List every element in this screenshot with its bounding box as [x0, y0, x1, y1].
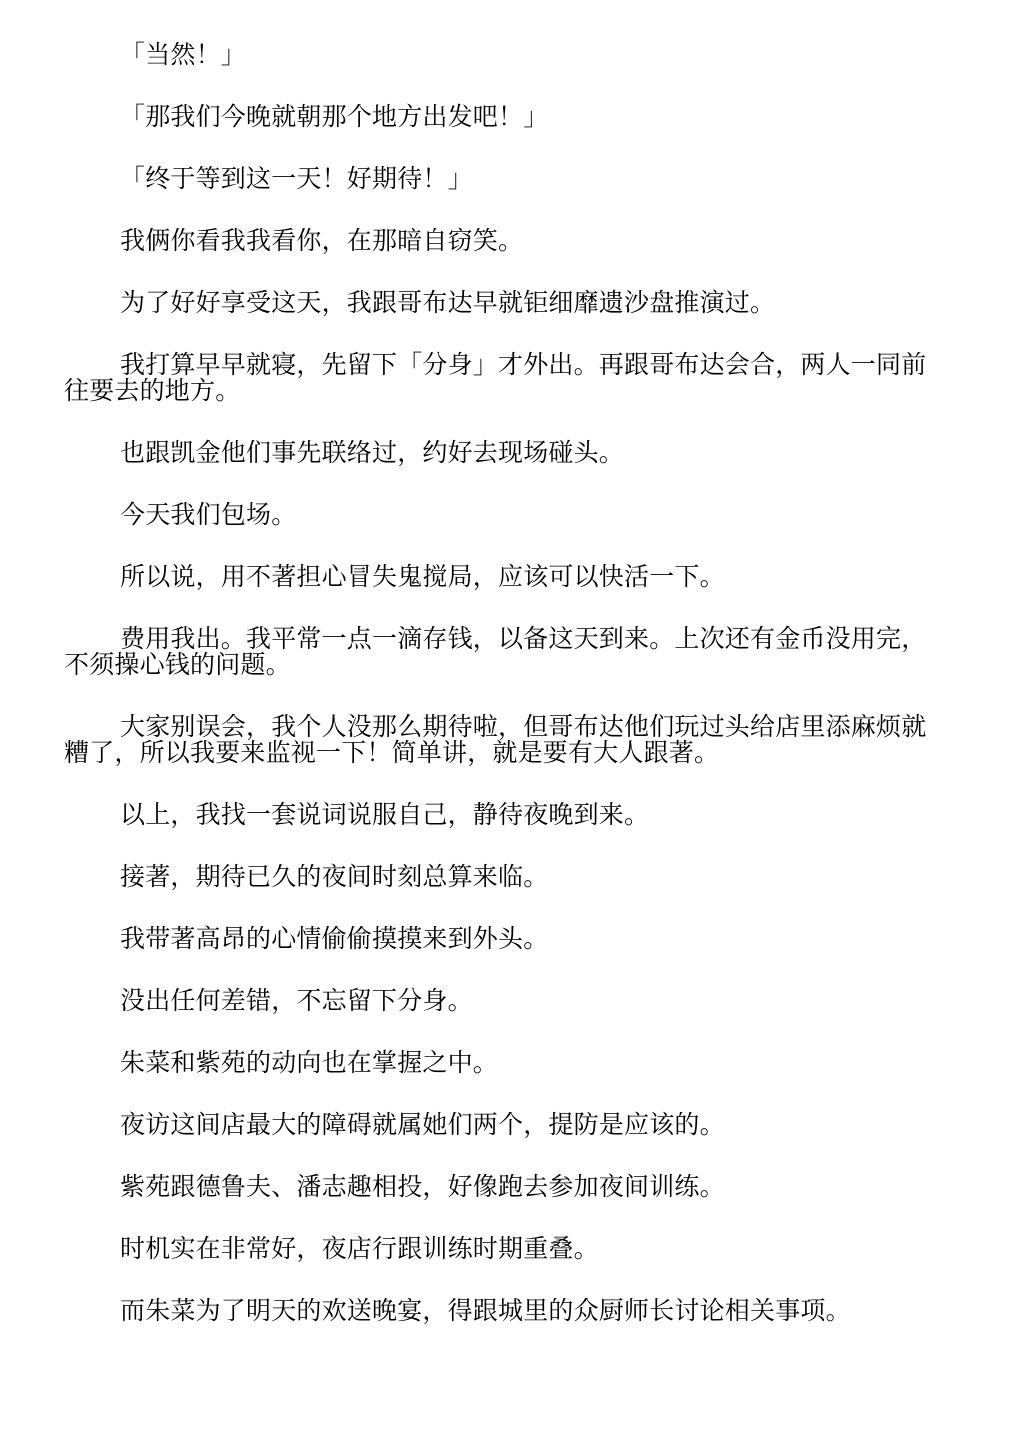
paragraph-20: 而朱菜为了明天的欢送晚宴，得跟城里的众厨师长讨论相关事项。: [120, 1296, 851, 1325]
paragraph-4: 我俩你看我我看你，在那暗自窃笑。: [120, 226, 524, 255]
paragraph-19: 时机实在非常好，夜店行跟训练时期重叠。: [120, 1234, 599, 1263]
paragraph-9: 所以说，用不著担心冒失鬼搅局，应该可以快活一下。: [120, 562, 725, 591]
body-text: [64, 42, 942, 1360]
paragraph-16: 朱菜和紫苑的动向也在掌握之中。: [120, 1048, 499, 1077]
paragraph-6: 我打算早早就寝，先留下「分身」才外出。再跟哥布达会合，两人一同前往要去的地方。: [64, 350, 927, 405]
paragraph-18: 紫苑跟德鲁夫、潘志趣相投，好像跑去参加夜间训练。: [120, 1172, 725, 1201]
paragraph-3: 「终于等到这一天！好期待！」: [120, 164, 473, 193]
paragraph-12: 以上，我找一套说词说服自己，静待夜晚到来。: [120, 800, 650, 829]
paragraph-11: 大家别误会，我个人没那么期待啦，但哥布达他们玩过头给店里添麻烦就糟了，所以我要来监视一下！简单讲，就是要有大人跟著。: [64, 712, 927, 767]
paragraph-14: 我带著高昂的心情偷偷摸摸来到外头。: [120, 924, 549, 953]
paragraph-15: 没出任何差错，不忘留下分身。: [120, 986, 473, 1015]
paragraph-2: 「那我们今晚就朝那个地方出发吧！」: [120, 102, 549, 131]
paragraph-10: 费用我出。我平常一点一滴存钱，以备这天到来。上次还有金币没用完，不须操心钱的问题。: [64, 624, 927, 679]
paragraph-7: 也跟凯金他们事先联络过，约好去现场碰头。: [120, 438, 625, 467]
paragraph-5: 为了好好享受这天，我跟哥布达早就钜细靡遗沙盘推演过。: [120, 288, 776, 317]
paragraph-13: 接著，期待已久的夜间时刻总算来临。: [120, 862, 549, 891]
paragraph-1: 「当然！」: [120, 40, 247, 69]
paragraph-17: 夜访这间店最大的障碍就属她们两个，提防是应该的。: [120, 1110, 725, 1139]
paragraph-8: 今天我们包场。: [120, 500, 297, 529]
